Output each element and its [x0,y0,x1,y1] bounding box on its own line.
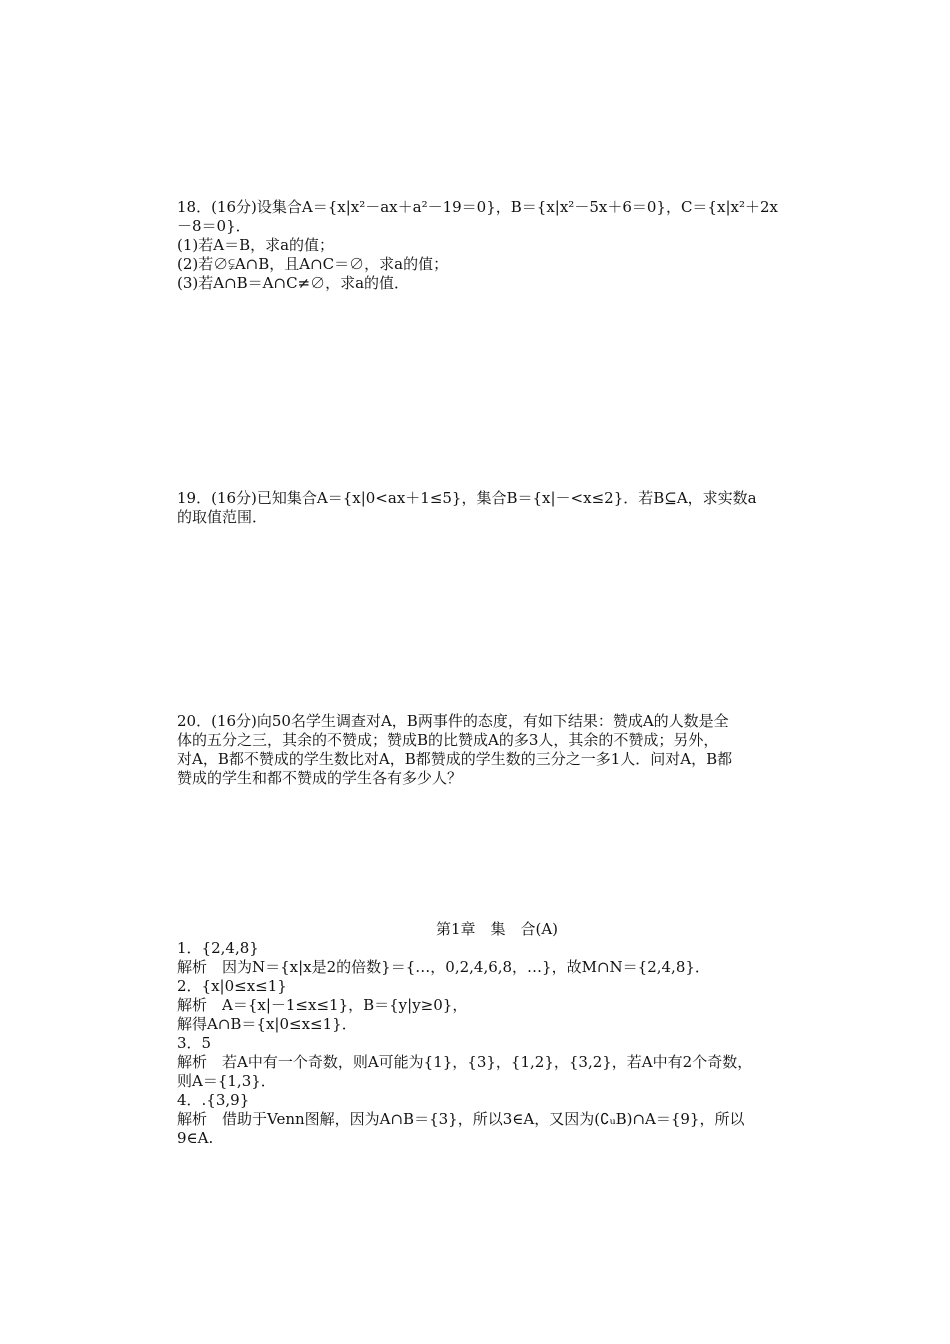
answer-1: 1．{2,4,8} [177,939,259,957]
answer-2-explanation-2: 解得A∩B＝{x|0≤x≤1}． [177,1015,357,1033]
answer-2-explanation-1: 解析 A＝{x|－1≤x≤1}，B＝{y|y≥0}， [177,996,468,1014]
question-18-part-3: (3)若A∩B＝A∩C≠∅，求a的值． [177,274,410,292]
answer-3-explanation-1: 解析 若A中有一个奇数，则A可能为{1}，{3}，{1,2}，{3,2}，若A中有2个奇数， [177,1053,753,1071]
question-20 [177,712,817,788]
question-20-line-4: 赞成的学生和都不赞成的学生各有多少人？ [177,769,463,787]
answer-4: 4．.{3,9} [177,1091,250,1109]
answer-3-explanation-2: 则A＝{1,3}． [177,1072,276,1090]
question-18-line-1: 18．(16分)设集合A＝{x|x²－ax＋a²－19＝0}，B＝{x|x²－5x＋6＝0}，C＝{x|x²＋2x [177,198,778,216]
question-20-line-3: 对A，B都不赞成的学生数比对A，B都赞成的学生数的三分之一多1人．问对A，B都 [177,750,733,768]
answer-2: 2．{x|0≤x≤1} [177,977,287,995]
answers-section [177,939,817,1148]
question-18 [177,198,817,293]
question-20-line-1: 20．(16分)向50名学生调查对A，B两事件的态度，有如下结果：赞成A的人数是全 [177,712,729,730]
question-18-part-1: (1)若A＝B，求a的值； [177,236,335,254]
answer-4-explanation-2: 9∈A. [177,1129,214,1147]
question-19-line-2: 的取值范围． [177,508,268,526]
question-20-line-2: 体的五分之三，其余的不赞成；赞成B的比赞成A的多3人，其余的不赞成；另外， [177,731,719,749]
answer-1-explanation: 解析 因为N＝{x|x是2的倍数}＝{…，0,2,4,6,8，…}，故M∩N＝{2,4,8}． [177,958,710,976]
question-19 [177,489,817,527]
question-18-line-2: －8＝0}． [177,217,251,235]
question-19-line-1: 19．(16分)已知集合A＝{x|0<ax＋1≤5}，集合B＝{x|－<x≤2}．若B⊆A，求实数a [177,489,757,507]
answer-4-explanation-1: 解析 借助于Venn图解，因为A∩B＝{3}，所以3∈A，又因为(∁ᵤB)∩A＝{9}，所以 [177,1110,745,1128]
answer-3: 3．5 [177,1034,212,1052]
question-18-part-2: (2)若∅⫋A∩B，且A∩C＝∅，求a的值； [177,255,449,273]
answers-heading: 第1章 集 合(A) [435,920,559,938]
